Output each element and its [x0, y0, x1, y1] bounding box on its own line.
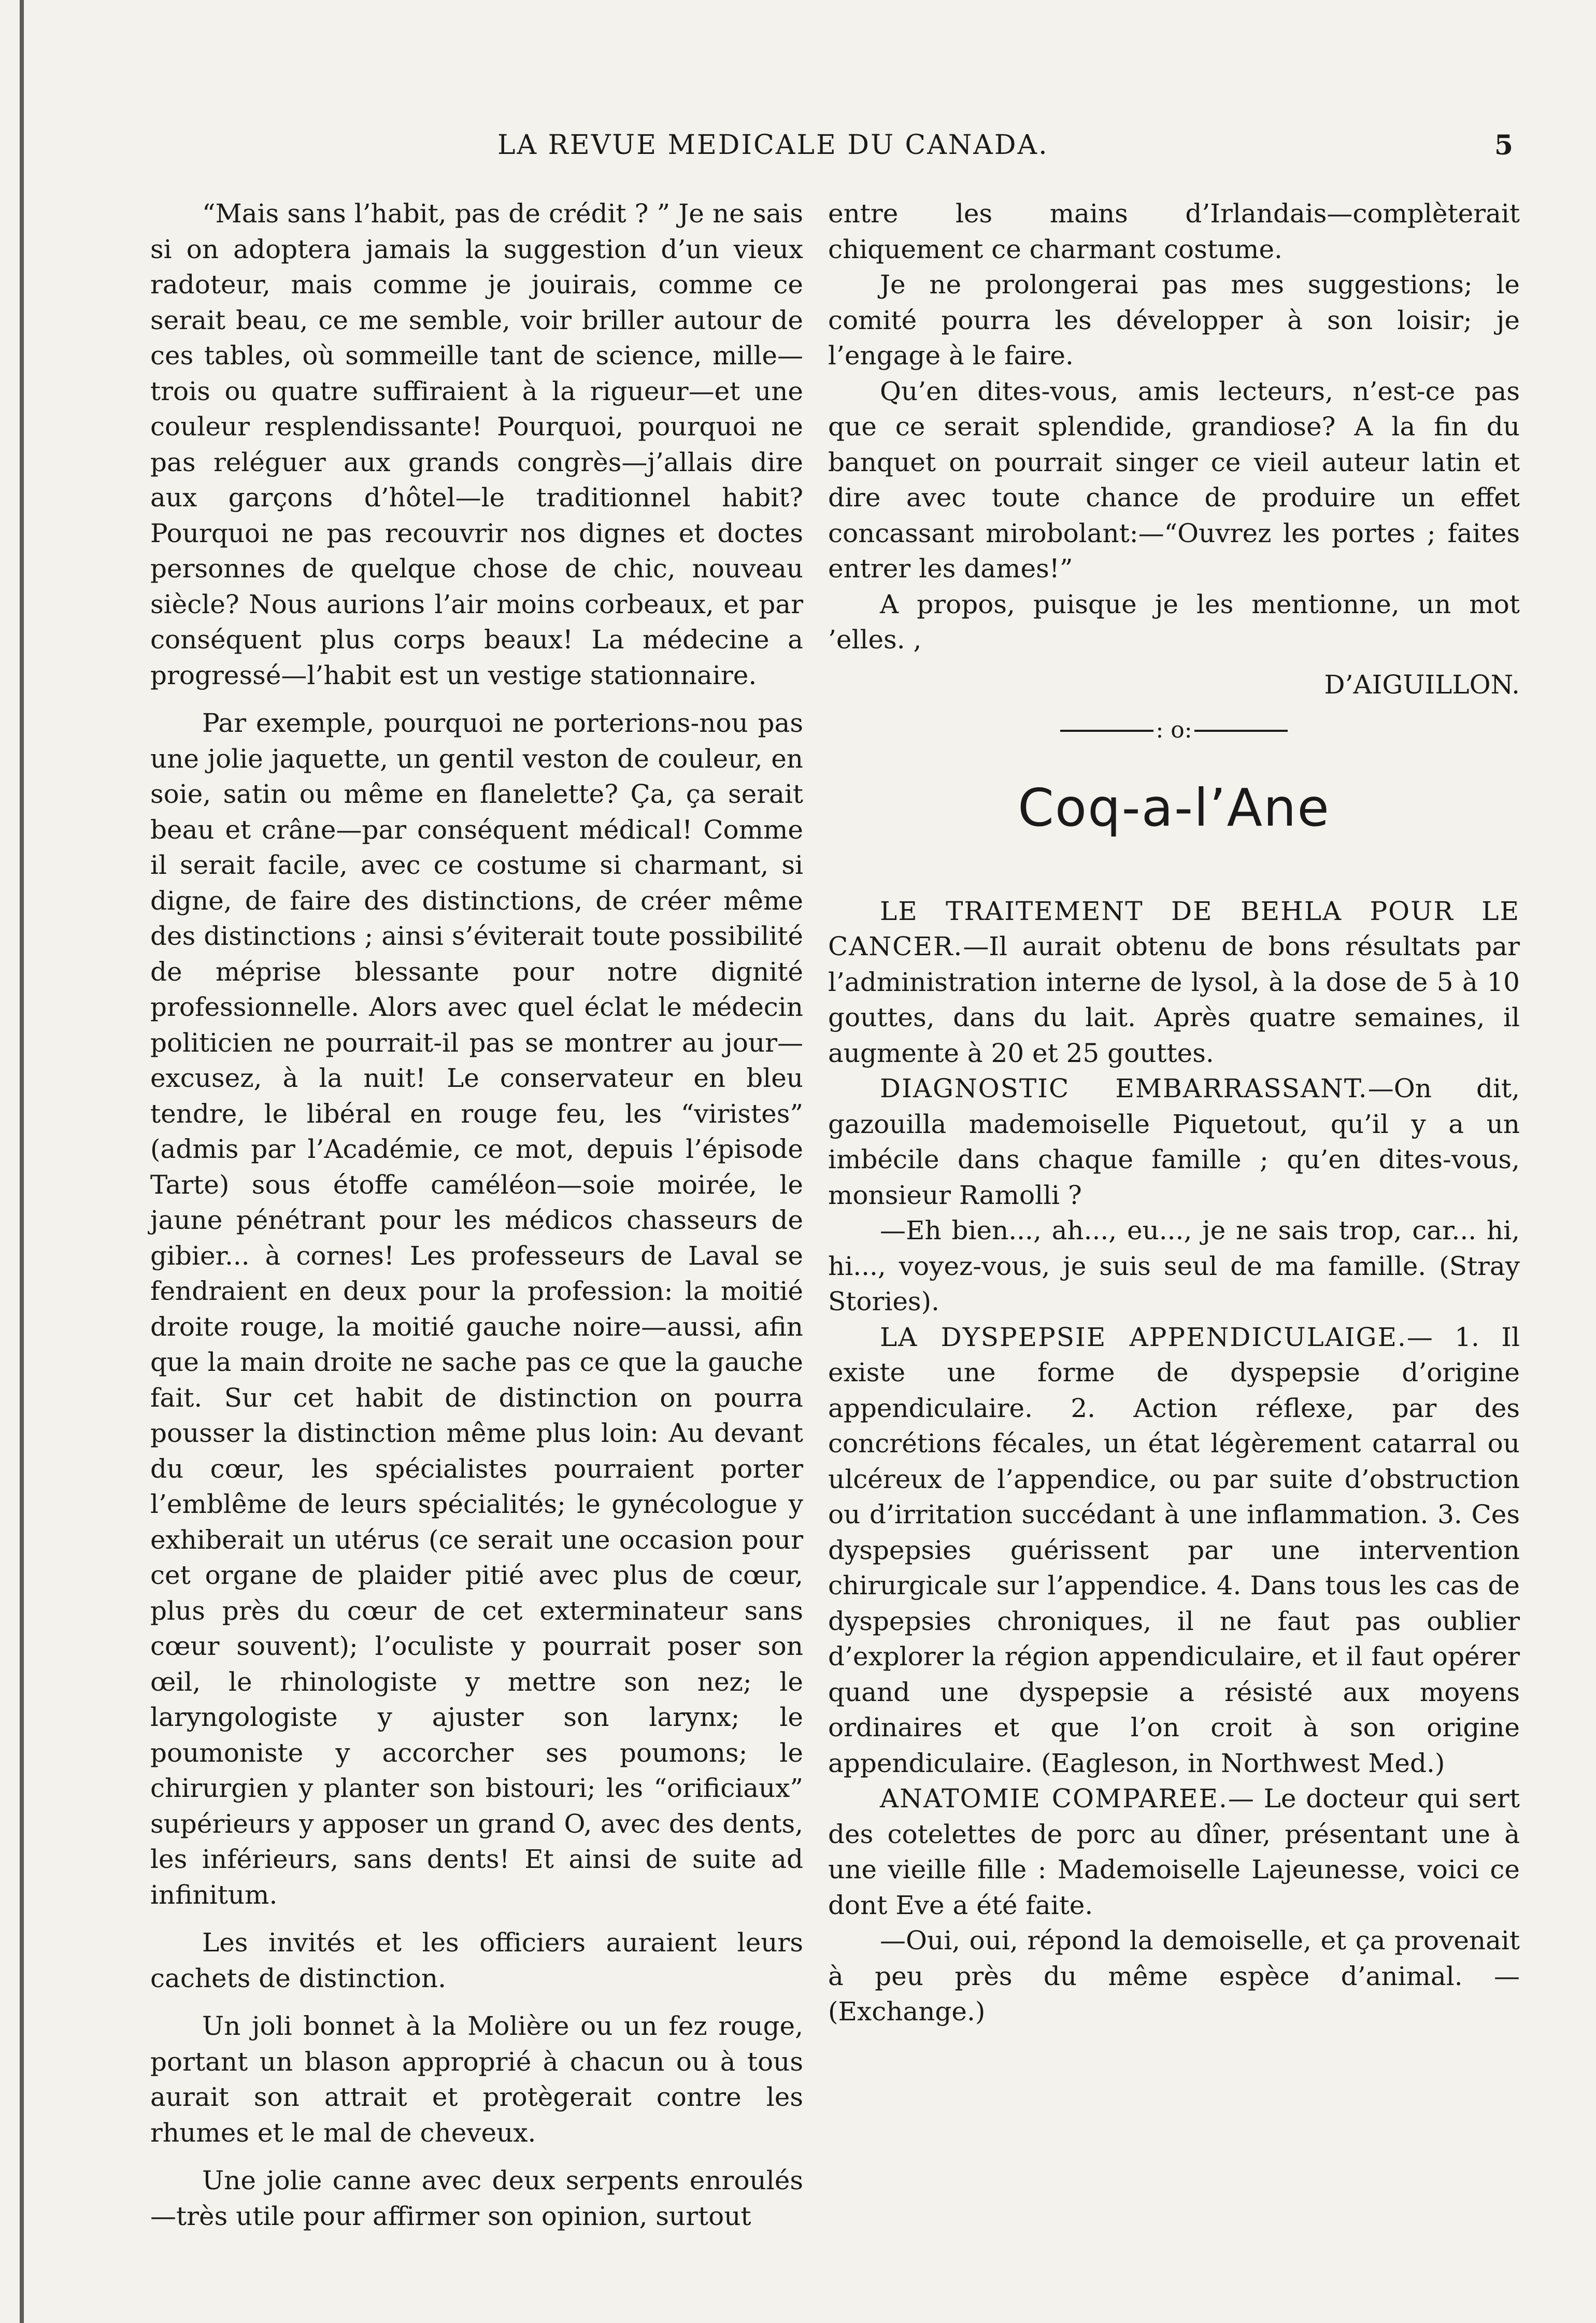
- news-item: [828, 1320, 1520, 1781]
- author-signature: D’AIGUILLON.: [1324, 669, 1520, 700]
- right-column: [828, 196, 1520, 2030]
- binding-edge: [20, 0, 24, 2323]
- journal-title: LA REVUE MEDICALE DU CANADA.: [497, 130, 1049, 161]
- page-number: 5: [1494, 130, 1513, 161]
- item-text: —On dit, gazouilla mademoiselle Piquetout, qu’il y a un imbécile dans chaque famille ; qu’en dites-vous, monsieur Ramolli ?: [828, 1073, 1520, 1210]
- item-reply: —Eh bien..., ah..., eu..., je ne sais trop, car... hi, hi..., voyez-vous, je suis seul de ma famille. (Stray Stories).: [828, 1215, 1520, 1317]
- news-item: [828, 1781, 1520, 1923]
- section-separator: [828, 712, 1520, 748]
- separator-rule: [1060, 730, 1153, 732]
- section-heading: Coq-a-l’Ane: [1018, 777, 1330, 838]
- paragraph: Les invités et les officiers auraient leurs cachets de distinction.: [150, 1928, 803, 1993]
- item-text: — Le docteur qui sert des cotelettes de porc au dîner, présentant une à une vieille fille : Mademoiselle Lajeunesse, voici ce dont Eve a été faite.: [828, 1783, 1520, 1920]
- paragraph: Une jolie canne avec deux serpents enroulés —très utile pour affirmer son opinion, surtout: [150, 2165, 803, 2231]
- left-column: [150, 196, 803, 2234]
- running-header: [176, 130, 1513, 171]
- paragraph: Un joli bonnet à la Molière ou un fez rouge, portant un blason approprié à chacun ou à tous aurait son attrait et protègerait contre les rhumes et le mal de cheveux.: [150, 2011, 803, 2148]
- item-lead: LA DYSPEPSIE APPENDICULAIGE.: [880, 1322, 1407, 1352]
- item-lead: LE TRAITEMENT DE BEHLA POUR LE CANCER.: [828, 896, 1520, 962]
- paragraph: Qu’en dites-vous, amis lecteurs, n’est-ce pas que ce serait splendide, grandiose? A la fin du banquet on pourrait singer ce vieil auteur latin et dire avec toute chance de produire un effet concassant mirobolant:—“Ouvrez les portes ; faites entrer les dames!”: [828, 376, 1520, 584]
- separator-rule: [1194, 730, 1288, 732]
- item-text: —Il aurait obtenu de bons résultats par l’administration interne de lysol, à la dose de 5 à 10 gouttes, dans du lait. Après quatre semaines, il augmente à 20 et 25 gouttes.: [828, 931, 1520, 1068]
- item-lead: ANATOMIE COMPAREE.: [880, 1783, 1228, 1814]
- paragraph: A propos, puisque je les mentionne, un mot ’elles. ,: [828, 589, 1520, 655]
- news-item: [828, 894, 1520, 1071]
- news-item: [828, 1071, 1520, 1213]
- paragraph: Par exemple, pourquoi ne porterions-nou pas une jolie jaquette, un gentil veston de couleur, en soie, satin ou même en flanelette? Ça, ça serait beau et crâne—par conséquent médical! Comme il serait facile, avec ce costume si charmant, si digne, de faire des distinctions, de créer même des distinctions ; ainsi s’éviterait toute possibilité de méprise blessante pour notre dignité professionnelle. Alors avec quel éclat le médecin politicien ne pourrait-il pas se montrer au jour—excusez, à la nuit! Le conservateur en bleu tendre, le libéral en rouge feu, les “viristes” (admis par l’Académie, ce mot, depuis l’épisode Tarte) sous étoffe caméléon—soie moirée, le jaune pénétrant pour les médicos chasseurs de gibier... à cornes! Les professeurs de Laval se fendraient en deux pour la profession: la moitié droite rouge, la moitié gauche noire—aussi, afin que la main droite ne sache pas ce que la gauche fait. Sur cet habit de distinction on pourra pousser la distinction même plus loin: Au devant du cœur, les spécialistes pourraient porter l’emblême de leurs spécialités; le gynécologue y exhiberait un utérus (ce serait une occasion pour cet organe de plaider pitié avec plus de cœur, plus près du cœur de cet exterminateur sans cœur souvent); l’oculiste y pourrait poser son œil, le rhinologiste y mettre son nez; le laryngologiste y ajuster son larynx; le poumoniste y accorcher ses poumons; le chirurgien y planter son bistouri; les “orificiaux” supérieurs y apposer un grand O, avec des dents, les inférieurs, sans dents! Et ainsi de suite ad infinitum.: [150, 708, 803, 1910]
- separator-mark: : o:: [1156, 717, 1192, 744]
- item-text: — 1. Il existe une forme de dyspepsie d’origine appendiculaire. 2. Action réflexe, par des concrétions fécales, un état légèrement catarral ou ulcéreux de l’appendice, ou par suite d’obstruction ou d’irritation succédant à une inflammation. 3. Ces dyspepsies guérissent par une intervention chirurgicale sur l’appendice. 4. Dans tous les cas de dyspepsies chroniques, il ne faut pas oublier d’explorer la région appendiculaire, et il faut opérer quand une dyspepsie a résisté aux moyens ordinaires et que l’on croit à son origine appendiculaire. (Eagleson, in Northwest Med.): [828, 1322, 1520, 1778]
- item-lead: DIAGNOSTIC EMBARRASSANT.: [880, 1073, 1368, 1104]
- paragraph: entre les mains d’Irlandais—complèterait chiquement ce charmant costume.: [828, 199, 1520, 264]
- paragraph: “Mais sans l’habit, pas de crédit ? ” Je ne sais si on adoptera jamais la suggestion d’un vieux radoteur, mais comme je jouirais, comme ce serait beau, ce me semble, voir briller autour de ces tables, où sommeille tant de science, mille—trois ou quatre suffiraient à la rigueur—et une couleur resplendissante! Pourquoi, pourquoi ne pas reléguer aux grands congrès—j’allais dire aux garçons d’hôtel—le traditionnel habit? Pourquoi ne pas recouvrir nos dignes et doctes personnes de quelque chose de chic, nouveau siècle? Nous aurions l’air moins corbeaux, et par conséquent plus corps beaux! La médecine a progressé—l’habit est un vestige stationnaire.: [150, 199, 803, 690]
- paragraph: Je ne prolongerai pas mes suggestions; le comité pourra les développer à son loisir; je l’engage à le faire.: [828, 270, 1520, 371]
- item-reply: —Oui, oui, répond la demoiselle, et ça provenait à peu près du même espèce d’animal. — (Exchange.): [828, 1925, 1520, 2027]
